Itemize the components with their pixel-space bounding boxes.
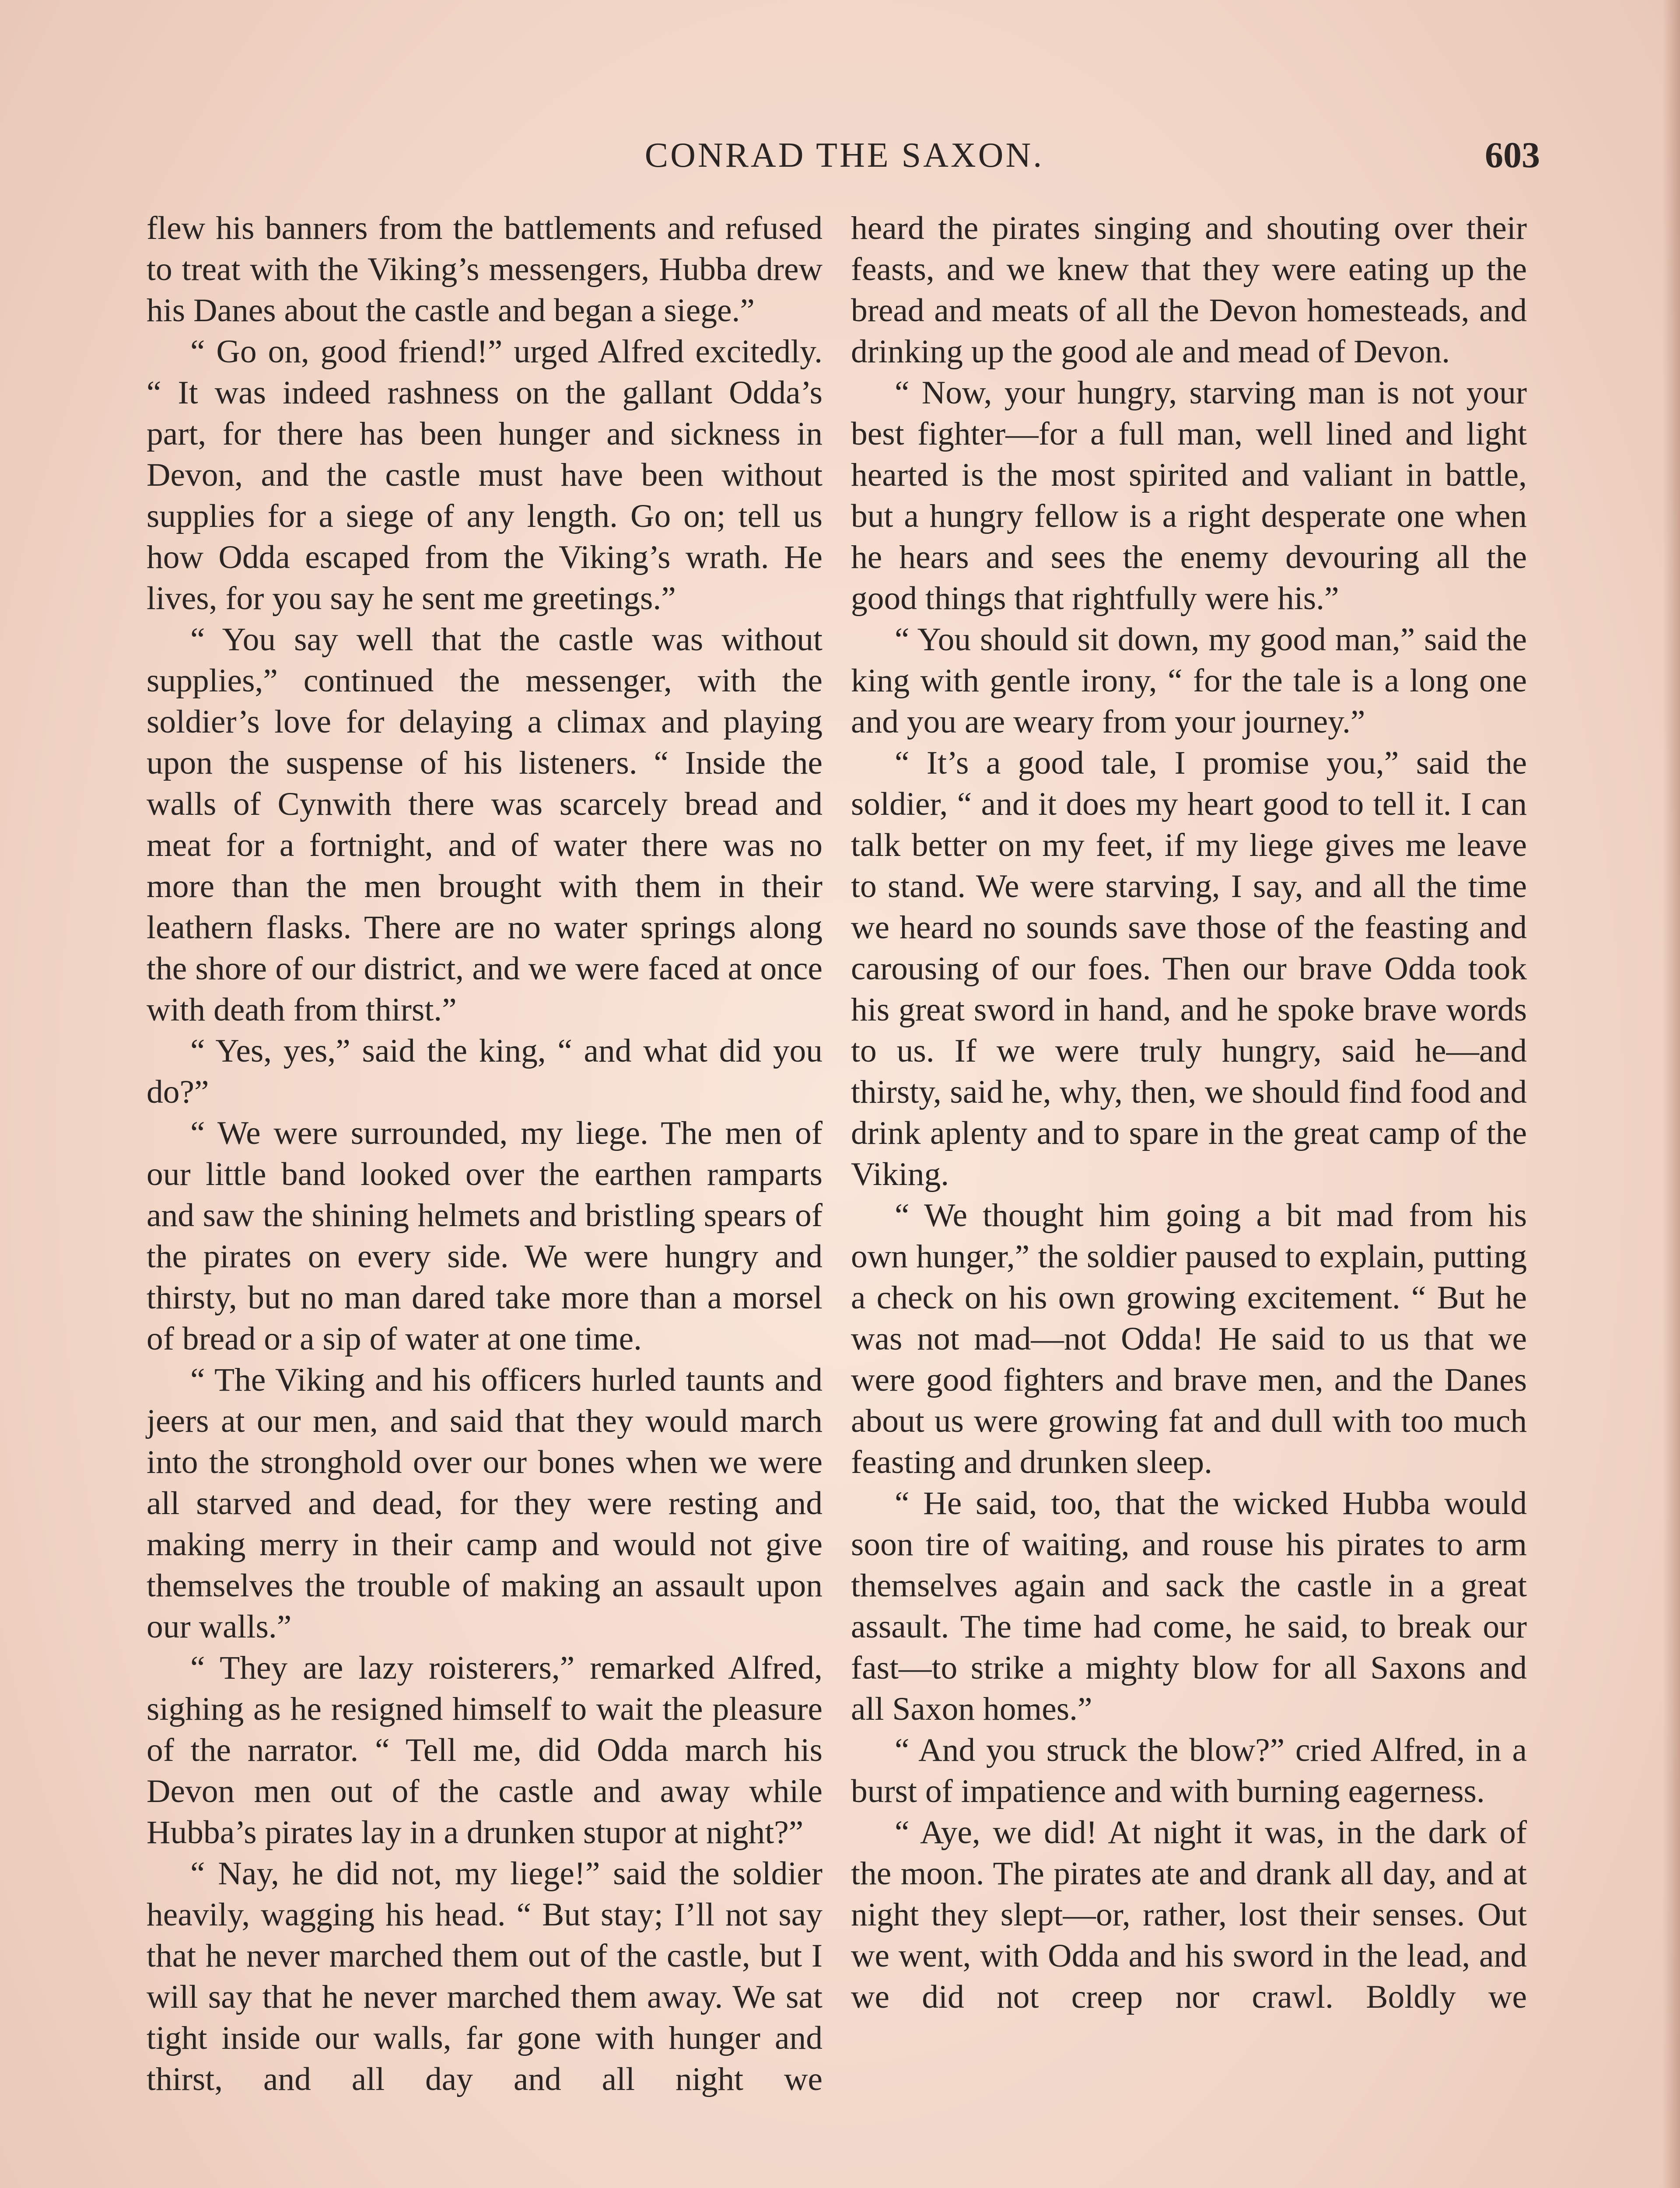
paragraph: “ Now, your hungry, starving man is not your best fighter—for a full man, well lined and light hearted is the most spirited and valiant in battle, but a hungry fellow is a right desperate one when he hears and sees the enemy devouring all the good things that rightfully were his.”: [851, 375, 1527, 617]
left-column: [147, 208, 822, 2100]
paragraph: “ Nay, he did not, my liege!” said the soldier heavily, wagging his head. “ But stay; I’ll not say that he never marched them out of the castle, but I will say that he never marched them away. We sat tight inside our walls, far gone with hunger and thirst, and all day and all night we: [147, 1855, 822, 2097]
running-title: CONRAD THE SAXON.: [644, 136, 1044, 175]
paragraph: “ They are lazy roisterers,” remarked Alfred, sighing as he resigned himself to wait the pleasure of the narrator. “ Tell me, did Odda march his Devon men out of the castle and away while Hubba’s pirates lay in a drunken stupor at night?”: [147, 1650, 822, 1851]
right-column: [851, 208, 1527, 2018]
paragraph: “ Aye, we did! At night it was, in the dark of the moon. The pirates ate and drank all day, and at night they slept—or, rather, lost their senses. Out we went, with Odda and his sword in the lead, and we did not creep nor crawl. Boldly we: [851, 1814, 1527, 2015]
page-header: [149, 131, 1540, 179]
paragraph: “ We were surrounded, my liege. The men of our little band looked over the earthen ramparts and saw the shining helmets and bristling spears of the pirates on every side. We were hungry and thirsty, but no man dared take more than a morsel of bread or a sip of water at one time.: [147, 1115, 822, 1357]
paragraph: “ He said, too, that the wicked Hubba would soon tire of waiting, and rouse his pirates to arm themselves again and sack the castle in a great assault. The time had come, he said, to break our fast—to strike a mighty blow for all Saxons and all Saxon homes.”: [851, 1485, 1527, 1727]
paragraph: “ We thought him going a bit mad from his own hunger,” the soldier paused to explain, putting a check on his own growing excitement. “ But he was not mad—not Odda! He said to us that we were good fighters and brave men, and the Danes about us were growing fat and dull with too much feasting and drunken sleep.: [851, 1197, 1527, 1480]
paragraph: “ And you struck the blow?” cried Alfred, in a burst of impatience and with burning eagerness.: [851, 1732, 1527, 1809]
paragraph: heard the pirates singing and shouting over their feasts, and we knew that they were eating up the bread and meats of all the Devon homesteads, and drinking up the good ale and mead of Devon.: [851, 210, 1527, 370]
page-number: 603: [1485, 135, 1540, 175]
paragraph: “ It’s a good tale, I promise you,” said the soldier, “ and it does my heart good to tell it. I can talk better on my feet, if my liege gives me leave to stand. We were starving, I say, and all the time we heard no sounds save those of the feasting and carousing of our foes. Then our brave Odda took his great sword in hand, and he spoke brave words to us. If we were truly hungry, said he—and thirsty, said he, why, then, we should find food and drink aplenty and to spare in the great camp of the Viking.: [851, 745, 1527, 1192]
paragraph: “ Go on, good friend!” urged Alfred excitedly. “ It was indeed rashness on the gallant Odda’s part, for there has been hunger and sickness in Devon, and the castle must have been without supplies for a siege of any length. Go on; tell us how Odda escaped from the Viking’s wrath. He lives, for you say he sent me greetings.”: [147, 333, 822, 617]
paragraph: flew his banners from the battlements and refused to treat with the Viking’s messengers, Hubba drew his Danes about the castle and began a siege.”: [147, 210, 822, 329]
page-edge-shadow: [1662, 0, 1680, 2188]
paragraph: “ You say well that the castle was without supplies,” continued the messenger, with the soldier’s love for delaying a climax and playing upon the suspense of his listeners. “ Inside the walls of Cynwith there was scarcely bread and meat for a fortnight, and of water there was no more than the men brought with them in their leathern flasks. There are no water springs along the shore of our district, and we were faced at once with death from thirst.”: [147, 621, 822, 1028]
paragraph: “ You should sit down, my good man,” said the king with gentle irony, “ for the tale is a long one and you are weary from your journey.”: [851, 621, 1527, 740]
paragraph: “ The Viking and his officers hurled taunts and jeers at our men, and said that they would march into the stronghold over our bones when we were all starved and dead, for they were resting and making merry in their camp and would not give themselves the trouble of making an assault upon our walls.”: [147, 1362, 822, 1645]
paragraph: “ Yes, yes,” said the king, “ and what did you do?”: [147, 1033, 822, 1110]
